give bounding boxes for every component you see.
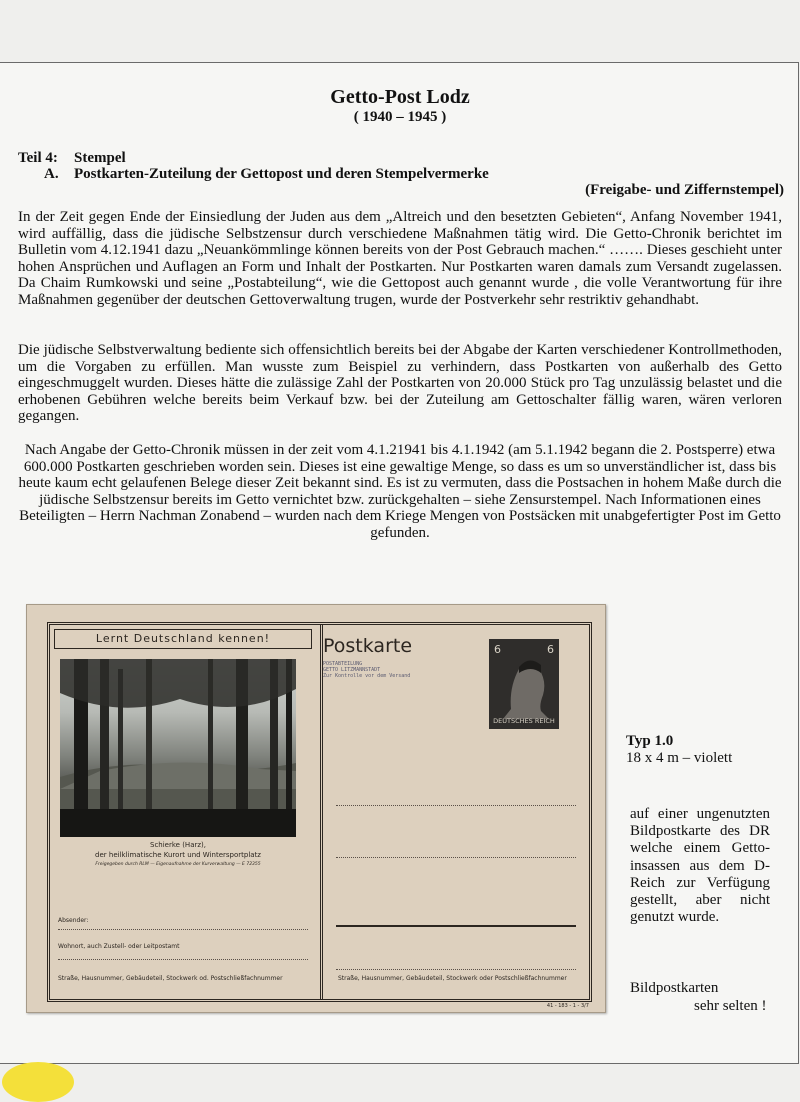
address-line (336, 805, 576, 806)
rarity-line-2: sehr selten ! (694, 998, 767, 1014)
address-line-bold (336, 925, 576, 927)
postcard-divider (320, 625, 327, 999)
subsection-heading (44, 166, 489, 183)
section-heading (18, 150, 126, 167)
street-label-right: Straße, Hausnummer, Gebäudeteil, Stockwerk oder Postschließfachnummer (338, 975, 567, 982)
page-years: ( 1940 – 1945 ) (353, 109, 447, 125)
residence-label: Wohnort, auch Zustell- oder Leitpostamt (58, 943, 180, 950)
residence-line (58, 959, 308, 960)
postmark-line: POSTABTEILUNG (323, 661, 363, 667)
type-label: Typ 1.0 (626, 733, 674, 749)
address-line (336, 969, 576, 970)
paragraph-chronicle: Nach Angabe der Getto-Chronik müssen in der zeit vom 4.1.21941 bis 4.1.1942 (am 5.1.1942 begann die 2. Postsperre) etwa 600.000 Postkarten geschrieben worden sein. Dieses ist eine gewaltige Menge, so dass es um so unverständlicher ist, dass bis heute kaum echt gelaufenen Belege dieser Zeit bekannt sind. Es ist zu vermuten, dass die Postsachen in hohem Maße durch die jüdische Selbstzensur bereits im Getto vernichtet bzw. zurückgehalten – siehe Zensurstempel. Nach Informationen eines Beteiligten – Herrn Nachman Zonabend – wurden nach dem Kriege Mengen von Postsäcken mit unabgefertigter Post im Getto gefunden. (18, 442, 782, 541)
subsection-number: A. (44, 166, 59, 182)
stamp-portrait-icon (489, 639, 559, 729)
postmark-line: GETTO LITZMANNSTADT (323, 667, 381, 673)
postmark-line: Zur Kontrolle vor dem Versand (323, 673, 411, 679)
street-label-left: Straße, Hausnummer, Gebäudeteil, Stockwerk od. Postschließfachnummer (58, 975, 283, 982)
landscape-photo (60, 659, 296, 837)
paragraph-text: Die jüdische Selbstverwaltung bediente sich offensichtlich bereits bei der Abgabe der Karten verschiedener Kontrollmethoden, um die Vorgaben zu erfüllen. Man wusste zum Beispiel zu verhindern, dass Postkarten von außerhalb des Getto eingeschmuggelt wurden. Dieses hätte die zulässige Zahl der Postkarten von 20.000 Stück pro Tag unzulässig belastet und die erhobenen Gebühren welche bereits beim Verkauf bzw. bei der Zuteilung am Gettoschalter fällig waren, wären verloren gegangen. (18, 342, 782, 425)
page-title: Getto-Post Lodz (330, 86, 470, 108)
stamp-value-right: 6 (547, 643, 554, 656)
subsection-note: (Freigabe- und Ziffernstempel) (585, 182, 784, 198)
sender-label: Absender: (58, 917, 89, 924)
section-title: Stempel (74, 150, 126, 166)
postcard-title: Postkarte (323, 635, 413, 657)
postage-stamp (489, 639, 559, 729)
section-number: Teil 4: (18, 150, 58, 166)
photo-caption-place: Schierke (Harz), (150, 841, 206, 849)
sender-line (58, 929, 308, 930)
paragraph-intro (18, 209, 782, 309)
photo-caption-credit: Freigegeben durch RLM — Eigenaufnahme der Kurverwaltung — E 72355 (95, 862, 261, 867)
photo-caption-description: der heilklimatische Kurort und Wintersportplatz (95, 851, 261, 859)
stamp-country: DEUTSCHES REICH (493, 717, 555, 725)
paragraph-control (18, 342, 782, 425)
postcard-note: auf einer ungenutzten Bildpostkarte des DR welche einem Getto-insassen aus dem D-Reich zur Verfügung gestellt, aber nicht genutzt wurde. (630, 806, 770, 926)
censor-postmark (323, 661, 410, 679)
print-code: 41 - 183 - 1 - 3/7 (546, 1003, 589, 1009)
type-description: 18 x 4 m – violett (626, 750, 733, 766)
postcard (26, 604, 606, 1013)
rarity-line-1: Bildpostkarten (630, 980, 719, 996)
yellow-sticker (2, 1062, 74, 1102)
subsection-title: Postkarten-Zuteilung der Gettopost und deren Stempelvermerke (74, 166, 489, 182)
stamp-value-left: 6 (494, 643, 501, 656)
paragraph-text: In der Zeit gegen Ende der Einsiedlung der Juden aus dem „Altreich und den besetzten Gebieten“, Anfang November 1941, wird auffällig, dass die jüdische Selbstzensur durch verschiedene Maßnahmen tätig wird. Die Getto-Chronik berichtet im Bulletin vom 4.12.1941 dazu „Neuankömmlinge können bereits von der Post Gebrauch machen.“ ……. Dieses geschieht unter hohen Ansprüchen und Auflagen an Form und Inhalt der Postkarten. Nur Postkarten waren damals zum Versandt zugelassen. Da Chaim Rumkowski und seine „Postabteilung“, wie die Gettopost auch genannt wurde , die volle Verantwortung für ihre Maßnahmen gegenüber der deutschen Gettoverwaltung trugen, wurde der Postverkehr sehr restriktiv gehandhabt. (18, 209, 782, 308)
postcard-banner: Lernt Deutschland kennen! (54, 629, 312, 649)
address-line (336, 857, 576, 858)
forest-landscape-image (60, 659, 296, 837)
